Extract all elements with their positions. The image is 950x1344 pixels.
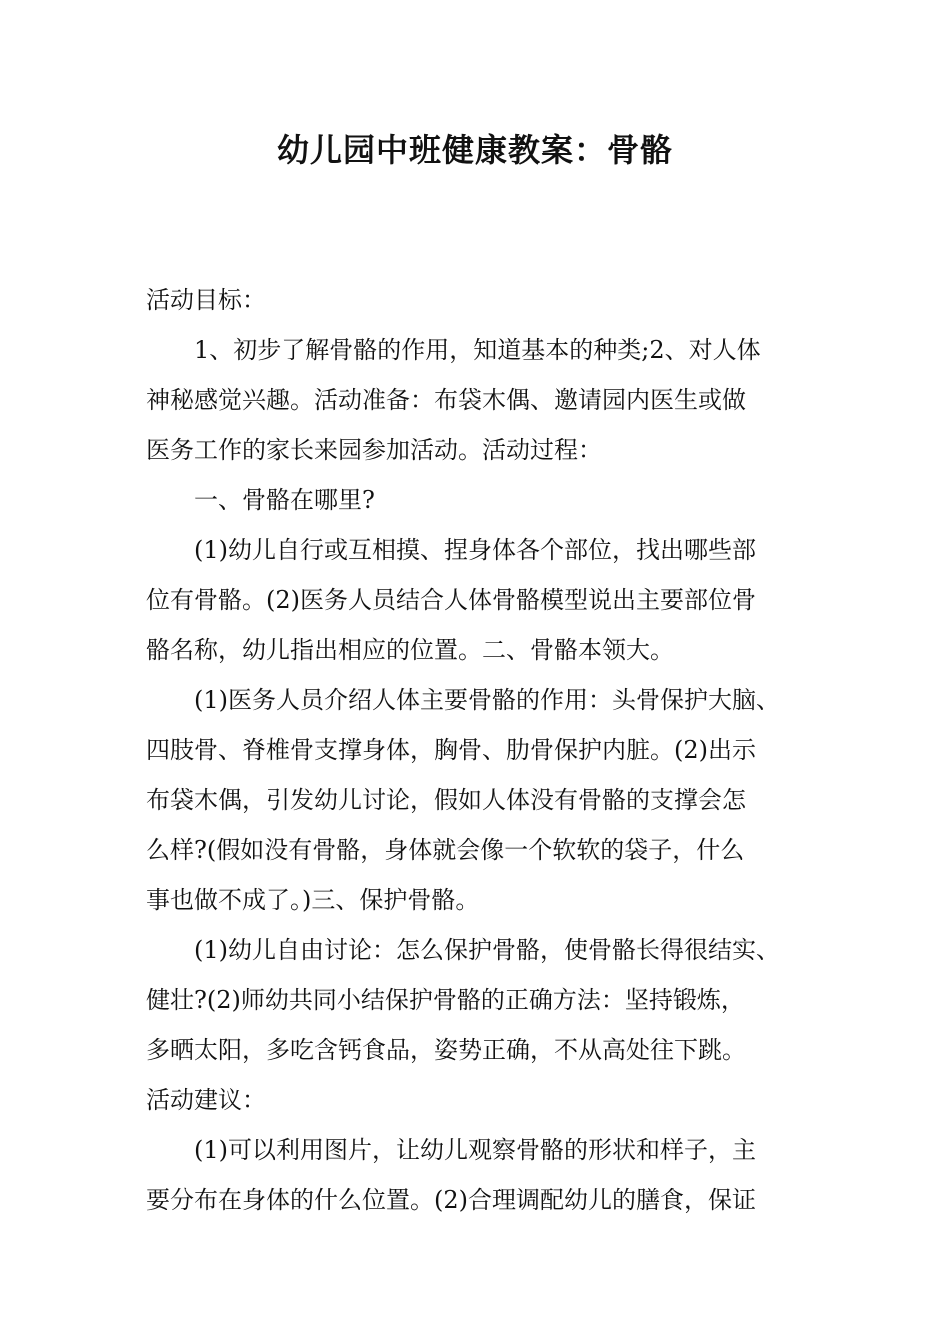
text-line: 一、骨骼在哪里?	[194, 486, 375, 514]
text-line: 1、初步了解骨骼的作用，知道基本的种类;2、对人体	[194, 336, 761, 364]
text-line: (1)医务人员介绍人体主要骨骼的作用：头骨保护大脑、	[194, 686, 780, 714]
text-line: 布袋木偶，引发幼儿讨论，假如人体没有骨骼的支撑会怎	[146, 786, 746, 814]
text-line: 活动建议：	[146, 1086, 266, 1114]
text-line: 多晒太阳，多吃含钙食品，姿势正确，不从高处往下跳。	[146, 1036, 746, 1064]
text-line: 么样?(假如没有骨骼，身体就会像一个软软的袋子，什么	[146, 836, 745, 864]
text-line: 位有骨骼。(2)医务人员结合人体骨骼模型说出主要部位骨	[146, 586, 756, 614]
document-title: 幼儿园中班健康教案：骨骼	[276, 131, 673, 169]
text-line: 骼名称，幼儿指出相应的位置。二、骨骼本领大。	[146, 636, 674, 664]
text-line: 健壮?(2)师幼共同小结保护骨骼的正确方法：坚持锻炼，	[146, 986, 745, 1014]
text-line: (1)幼儿自行或互相摸、捏身体各个部位，找出哪些部	[194, 536, 756, 564]
text-line: (1)可以利用图片，让幼儿观察骨骼的形状和样子，主	[194, 1136, 756, 1164]
text-line: 活动目标：	[146, 286, 266, 314]
document-body	[146, 275, 822, 1225]
text-line: 医务工作的家长来园参加活动。活动过程：	[146, 436, 602, 464]
text-line: 要分布在身体的什么位置。(2)合理调配幼儿的膳食，保证	[146, 1186, 756, 1214]
text-line: 事也做不成了。)三、保护骨骼。	[146, 886, 480, 914]
text-line: 神秘感觉兴趣。活动准备：布袋木偶、邀请园内医生或做	[146, 386, 746, 414]
text-line: 四肢骨、脊椎骨支撑身体，胸骨、肋骨保护内脏。(2)出示	[146, 736, 756, 764]
text-line: (1)幼儿自由讨论：怎么保护骨骼，使骨骼长得很结实、	[194, 936, 780, 964]
